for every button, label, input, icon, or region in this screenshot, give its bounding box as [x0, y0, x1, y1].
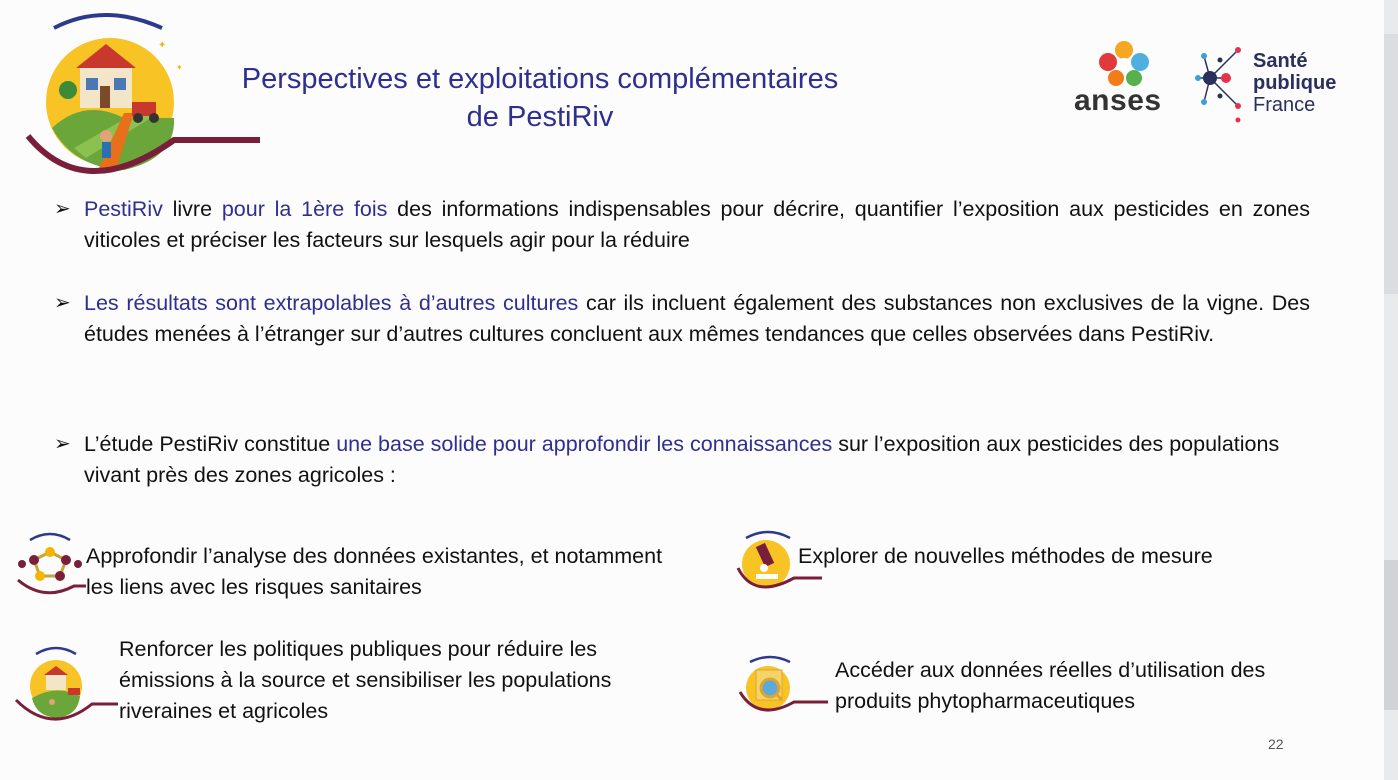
- document-magnifier-icon: [738, 652, 830, 716]
- slide-title-line2: de PestiRiv: [466, 101, 614, 133]
- bullet-2-text: Les résultats sont extrapolables à d’autres cultures car ils incluent également des substances non exclusives de la vigne. Des études menées à l’étranger sur d’autres cultures concluent aux mêmes tendances que celles observées dans PestiRiv.: [84, 291, 1310, 346]
- spf-line2: publique: [1253, 72, 1337, 94]
- bullet-arrow-icon: ➢: [54, 433, 71, 455]
- page-number: 22: [1268, 736, 1284, 752]
- svg-text:✦: ✦: [176, 63, 183, 72]
- item-politiques-line1: Renforcer les politiques publiques pour réduire les: [119, 637, 598, 661]
- bullet-arrow-icon: ➢: [54, 292, 71, 314]
- anses-logo-text: anses: [1074, 84, 1162, 117]
- window-edge-scrollbar[interactable]: [1384, 0, 1398, 780]
- item-analyse-line2: les liens avec les risques sanitaires: [86, 575, 422, 599]
- sante-publique-france-logo-text: [1253, 50, 1336, 116]
- item-analyse-line1: Approfondir l’analyse des données existantes, et notamment: [86, 544, 663, 568]
- item-politiques: [119, 634, 719, 727]
- bullet-arrow-icon: ➢: [54, 198, 71, 220]
- item-donnees: [835, 655, 1355, 717]
- house-village-small-icon: [12, 644, 120, 722]
- item-politiques-line3: riveraines et agricoles: [119, 699, 329, 723]
- item-donnees-line2: produits phytopharmaceutiques: [835, 689, 1135, 713]
- bullet-1-text: PestiRiv livre pour la 1ère fois des informations indispensables pour décrire, quantifier l’exposition aux pesticides en zones viticoles et préciser les facteurs sur lesquels agir pour la réduire: [84, 197, 1310, 252]
- bullet-3-text: L’étude PestiRiv constitue une base solide pour approfondir les connaissances sur l’exposition aux pesticides des populations vivant près des zones agricoles :: [84, 432, 1280, 487]
- item-mesure: Explorer de nouvelles méthodes de mesure: [798, 544, 1213, 568]
- sante-publique-france-logo-icon: [1190, 36, 1252, 126]
- spf-line1: Santé: [1253, 50, 1308, 72]
- svg-text:✦: ✦: [158, 40, 167, 51]
- item-donnees-line1: Accéder aux données réelles d’utilisation des: [835, 658, 1266, 682]
- spf-line3: France: [1253, 94, 1316, 116]
- slide-title: [190, 60, 890, 136]
- anses-logo-icon: [1098, 40, 1150, 86]
- item-analyse: [86, 541, 746, 603]
- item-politiques-line2: émissions à la source et sensibiliser les populations: [119, 668, 612, 692]
- slide-title-line1: Perspectives et exploitations complémentaires: [241, 63, 839, 95]
- molecule-icon: [14, 530, 86, 600]
